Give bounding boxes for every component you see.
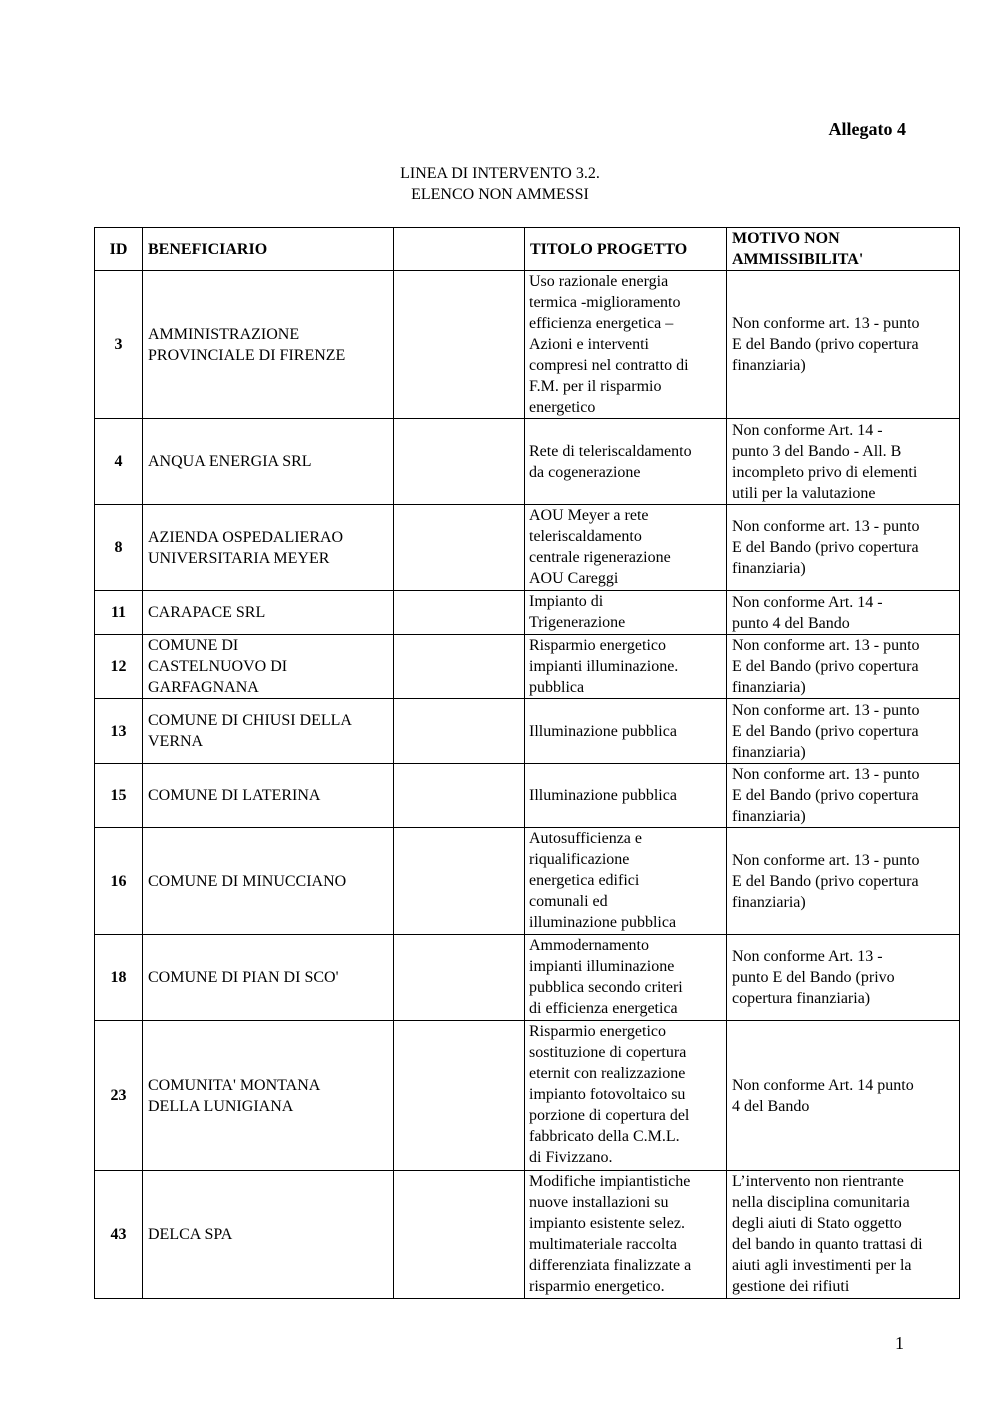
column-header-reason-line: AMMISSIBILITA' bbox=[732, 251, 864, 268]
column-header-reason bbox=[727, 228, 960, 271]
table-row bbox=[95, 699, 960, 764]
cell-project-title-line: Trigenerazione bbox=[529, 614, 626, 631]
cell-reason-line: finanziaria) bbox=[732, 560, 806, 577]
cell-project-title-line: AOU Meyer a rete bbox=[529, 507, 649, 524]
cell-project-title-line: Illuminazione pubblica bbox=[529, 722, 677, 740]
cell-project-title-line: Modifiche impiantistiche bbox=[529, 1173, 691, 1190]
cell-reason-line: Non conforme Art. 14 - bbox=[732, 421, 883, 439]
cell-id: 16 bbox=[95, 828, 143, 935]
cell-reason-line: Non conforme Art. 13 - bbox=[732, 948, 883, 965]
column-header-id: ID bbox=[95, 228, 143, 271]
cell-reason-line: del bando in quanto trattasi di bbox=[732, 1236, 923, 1253]
table-header-row bbox=[95, 228, 960, 271]
cell-reason-line: gestione dei rifiuti bbox=[732, 1278, 850, 1295]
cell-project-title-line: nuove installazioni su bbox=[529, 1194, 669, 1211]
cell-project-title-line: Impianto di bbox=[529, 593, 604, 610]
cell-reason-line: finanziaria) bbox=[732, 679, 806, 696]
cell-project-title-line: risparmio energetico. bbox=[529, 1278, 665, 1295]
cell-reason-line: Non conforme art. 13 - punto bbox=[732, 518, 920, 535]
cell-beneficiary-line: VERNA bbox=[148, 733, 204, 750]
cell-beneficiary-line: AZIENDA OSPEDALIERAO bbox=[148, 528, 344, 546]
cell-beneficiary-line: UNIVERSITARIA MEYER bbox=[148, 549, 330, 567]
cell-reason-line: incompleto privo di elementi bbox=[732, 463, 918, 481]
cell-project-title-line: energetico bbox=[529, 399, 596, 416]
cell-project-title-line: compresi nel contratto di bbox=[529, 357, 689, 374]
cell-beneficiary-line: DELLA LUNIGIANA bbox=[148, 1097, 294, 1115]
cell-reason-line: 4 del Bando bbox=[732, 1097, 810, 1115]
cell-beneficiary-line: COMUNE DI bbox=[148, 637, 239, 654]
cell-reason-line: Non conforme art. 13 - punto bbox=[732, 315, 920, 332]
cell-reason-line: E del Bando (privo copertura bbox=[732, 539, 919, 556]
cell-extra bbox=[394, 1021, 525, 1171]
cell-reason-line: E del Bando (privo copertura bbox=[732, 872, 919, 890]
cell-beneficiary-line: COMUNE DI MINUCCIANO bbox=[148, 872, 347, 890]
cell-project-title-line: impianto fotovoltaico su bbox=[529, 1086, 686, 1103]
cell-project-title bbox=[525, 828, 727, 935]
cell-project-title-line: da cogenerazione bbox=[529, 463, 641, 481]
cell-reason-line: L’intervento non rientrante bbox=[732, 1173, 904, 1190]
page-number: 1 bbox=[895, 1333, 904, 1353]
cell-project-title-line: Uso razionale energia bbox=[529, 273, 669, 290]
cell-beneficiary-line: COMUNITA' MONTANA bbox=[148, 1076, 321, 1094]
cell-project-title-line: teleriscaldamento bbox=[529, 528, 642, 545]
cell-project-title-line: efficienza energetica – bbox=[529, 315, 674, 332]
cell-reason-line: finanziaria) bbox=[732, 893, 806, 911]
cell-reason-line: finanziaria) bbox=[732, 357, 806, 374]
cell-project-title-line: pubblica bbox=[529, 679, 585, 696]
cell-reason bbox=[727, 764, 960, 828]
cell-beneficiary bbox=[143, 419, 394, 505]
cell-extra bbox=[394, 635, 525, 699]
cell-beneficiary bbox=[143, 764, 394, 828]
cell-reason-line: Non conforme Art. 14 - bbox=[732, 593, 883, 611]
non-admitted-table bbox=[94, 227, 960, 1299]
cell-beneficiary-line: CARAPACE SRL bbox=[148, 604, 266, 621]
column-header-extra bbox=[394, 228, 525, 271]
cell-beneficiary bbox=[143, 699, 394, 764]
cell-extra bbox=[394, 271, 525, 419]
cell-id: 11 bbox=[95, 591, 143, 635]
cell-project-title-line: riqualificazione bbox=[529, 851, 630, 868]
cell-beneficiary-line: COMUNE DI LATERINA bbox=[148, 787, 321, 804]
cell-id: 13 bbox=[95, 699, 143, 764]
cell-extra bbox=[394, 505, 525, 591]
cell-reason-line: E del Bando (privo copertura bbox=[732, 336, 919, 353]
cell-project-title bbox=[525, 935, 727, 1021]
cell-project-title-line: impianti illuminazione. bbox=[529, 658, 679, 675]
table-row bbox=[95, 419, 960, 505]
cell-beneficiary bbox=[143, 505, 394, 591]
cell-reason-line: Non conforme art. 13 - punto bbox=[732, 637, 920, 654]
table-row bbox=[95, 828, 960, 935]
cell-reason bbox=[727, 1021, 960, 1171]
cell-id: 3 bbox=[95, 271, 143, 419]
cell-extra bbox=[394, 591, 525, 635]
cell-project-title-line: sostituzione di copertura bbox=[529, 1044, 687, 1061]
cell-beneficiary bbox=[143, 828, 394, 935]
table-row bbox=[95, 935, 960, 1021]
cell-reason-line: aiuti agli investimenti per la bbox=[732, 1257, 912, 1274]
cell-reason bbox=[727, 419, 960, 505]
cell-project-title-line: di efficienza energetica bbox=[529, 1000, 678, 1017]
cell-reason bbox=[727, 591, 960, 635]
table-row bbox=[95, 505, 960, 591]
cell-project-title-line: impianto esistente selez. bbox=[529, 1215, 685, 1232]
cell-reason-line: Non conforme art. 13 - punto bbox=[732, 701, 920, 719]
cell-reason-line: utili per la valutazione bbox=[732, 484, 876, 502]
cell-reason-line: copertura finanziaria) bbox=[732, 990, 871, 1007]
cell-project-title-line: Ammodernamento bbox=[529, 937, 649, 954]
cell-project-title-line: comunali ed bbox=[529, 893, 608, 910]
cell-beneficiary bbox=[143, 635, 394, 699]
cell-project-title-line: impianti illuminazione bbox=[529, 958, 675, 975]
cell-extra bbox=[394, 419, 525, 505]
cell-beneficiary-line: DELCA SPA bbox=[148, 1226, 233, 1243]
cell-reason bbox=[727, 505, 960, 591]
cell-project-title bbox=[525, 699, 727, 764]
column-header-project-title: TITOLO PROGETTO bbox=[525, 228, 727, 271]
column-header-reason-line: MOTIVO NON bbox=[732, 230, 840, 247]
line-title: LINEA DI INTERVENTO 3.2. bbox=[400, 165, 600, 182]
cell-beneficiary-line: ANQUA ENERGIA SRL bbox=[148, 453, 312, 470]
cell-beneficiary bbox=[143, 271, 394, 419]
cell-project-title-line: porzione di copertura del bbox=[529, 1107, 690, 1124]
cell-reason-line: E del Bando (privo copertura bbox=[732, 658, 919, 675]
cell-beneficiary bbox=[143, 591, 394, 635]
cell-extra bbox=[394, 828, 525, 935]
cell-beneficiary-line: PROVINCIALE DI FIRENZE bbox=[148, 346, 346, 364]
cell-project-title-line: Azioni e interventi bbox=[529, 336, 649, 353]
cell-project-title-line: illuminazione pubblica bbox=[529, 914, 677, 931]
cell-beneficiary-line: GARFAGNANA bbox=[148, 679, 259, 696]
annex-label: Allegato 4 bbox=[828, 119, 906, 139]
cell-project-title-line: Illuminazione pubblica bbox=[529, 787, 677, 804]
cell-project-title-line: eternit con realizzazione bbox=[529, 1065, 686, 1082]
table-row bbox=[95, 1021, 960, 1171]
cell-project-title-line: fabbricato della C.M.L. bbox=[529, 1128, 680, 1145]
cell-id: 15 bbox=[95, 764, 143, 828]
cell-project-title-line: Risparmio energetico bbox=[529, 637, 666, 654]
cell-project-title-line: F.M. per il risparmio bbox=[529, 378, 662, 395]
table-row bbox=[95, 635, 960, 699]
cell-project-title bbox=[525, 505, 727, 591]
cell-id: 8 bbox=[95, 505, 143, 591]
cell-reason bbox=[727, 699, 960, 764]
cell-extra bbox=[394, 935, 525, 1021]
cell-reason-line: nella disciplina comunitaria bbox=[732, 1194, 910, 1211]
cell-project-title-line: energetica edifici bbox=[529, 872, 640, 889]
list-title: ELENCO NON AMMESSI bbox=[411, 186, 589, 203]
cell-id: 43 bbox=[95, 1171, 143, 1299]
cell-project-title bbox=[525, 591, 727, 635]
cell-reason-line: E del Bando (privo copertura bbox=[732, 787, 919, 804]
cell-beneficiary bbox=[143, 1021, 394, 1171]
cell-beneficiary bbox=[143, 1171, 394, 1299]
cell-extra bbox=[394, 764, 525, 828]
cell-project-title-line: multimateriale raccolta bbox=[529, 1236, 677, 1253]
cell-reason-line: E del Bando (privo copertura bbox=[732, 722, 919, 740]
table-row bbox=[95, 1171, 960, 1299]
table-row bbox=[95, 591, 960, 635]
cell-reason-line: degli aiuti di Stato oggetto bbox=[732, 1215, 902, 1232]
cell-beneficiary bbox=[143, 935, 394, 1021]
cell-reason-line: punto 4 del Bando bbox=[732, 614, 850, 632]
cell-project-title-line: differenziata finalizzate a bbox=[529, 1257, 692, 1274]
cell-project-title bbox=[525, 764, 727, 828]
cell-reason-line: punto E del Bando (privo bbox=[732, 969, 895, 986]
cell-reason-line: Non conforme Art. 14 punto bbox=[732, 1076, 914, 1094]
cell-extra bbox=[394, 1171, 525, 1299]
cell-project-title-line: AOU Careggi bbox=[529, 570, 619, 587]
cell-project-title-line: termica -miglioramento bbox=[529, 294, 681, 311]
cell-beneficiary-line: CASTELNUOVO DI bbox=[148, 658, 288, 675]
cell-project-title bbox=[525, 271, 727, 419]
cell-beneficiary-line: AMMINISTRAZIONE bbox=[148, 325, 300, 343]
cell-reason bbox=[727, 935, 960, 1021]
cell-reason bbox=[727, 828, 960, 935]
column-header-beneficiary: BENEFICIARIO bbox=[143, 228, 394, 271]
table-row bbox=[95, 271, 960, 419]
cell-id: 23 bbox=[95, 1021, 143, 1171]
cell-project-title-line: Risparmio energetico bbox=[529, 1023, 666, 1040]
cell-reason bbox=[727, 1171, 960, 1299]
cell-project-title bbox=[525, 635, 727, 699]
cell-reason-line: punto 3 del Bando - All. B bbox=[732, 442, 902, 460]
table-row bbox=[95, 764, 960, 828]
cell-reason-line: Non conforme art. 13 - punto bbox=[732, 766, 920, 783]
cell-reason bbox=[727, 271, 960, 419]
cell-extra bbox=[394, 699, 525, 764]
cell-reason-line: Non conforme art. 13 - punto bbox=[732, 851, 920, 869]
cell-reason-line: finanziaria) bbox=[732, 743, 806, 761]
cell-project-title bbox=[525, 419, 727, 505]
cell-beneficiary-line: COMUNE DI PIAN DI SCO' bbox=[148, 969, 339, 986]
cell-project-title-line: Autosufficienza e bbox=[529, 830, 642, 847]
cell-reason bbox=[727, 635, 960, 699]
cell-project-title bbox=[525, 1171, 727, 1299]
cell-id: 4 bbox=[95, 419, 143, 505]
cell-id: 12 bbox=[95, 635, 143, 699]
cell-project-title-line: Rete di teleriscaldamento bbox=[529, 442, 692, 460]
cell-beneficiary-line: COMUNE DI CHIUSI DELLA bbox=[148, 712, 352, 729]
cell-project-title bbox=[525, 1021, 727, 1171]
cell-project-title-line: centrale rigenerazione bbox=[529, 549, 671, 566]
cell-id: 18 bbox=[95, 935, 143, 1021]
document-heading bbox=[300, 163, 700, 205]
cell-reason-line: finanziaria) bbox=[732, 808, 806, 825]
cell-project-title-line: pubblica secondo criteri bbox=[529, 979, 683, 996]
cell-project-title-line: di Fivizzano. bbox=[529, 1149, 613, 1166]
